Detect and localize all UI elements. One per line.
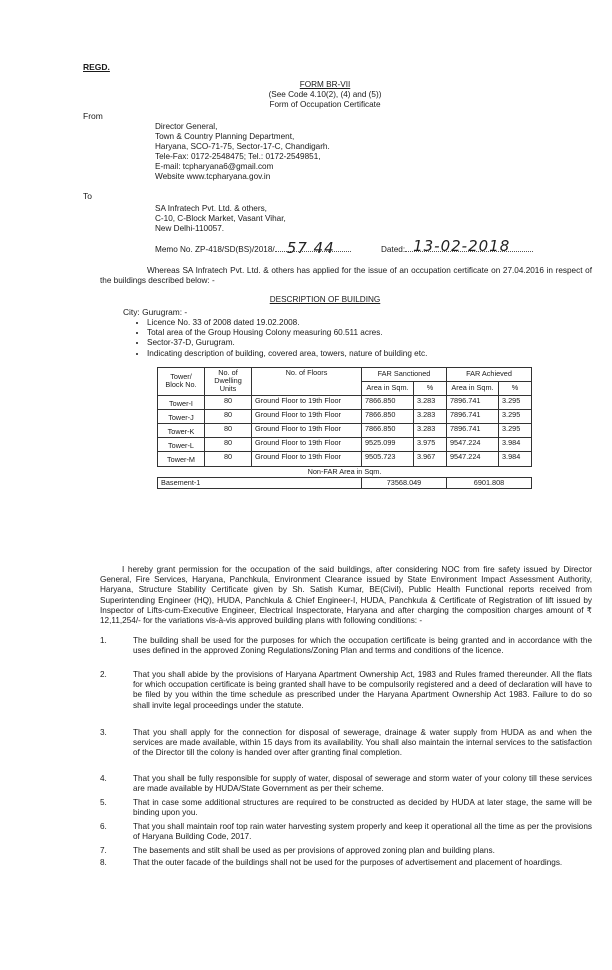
header-far-sanctioned: FAR Sanctioned: [362, 368, 447, 382]
dated-label: Dated:: [380, 245, 406, 254]
condition-item: 1. The building shall be used for the purposes for which the occupation certificate is being granted and in accordance with the uses defined in the approved Zoning Regulations/Zoning Plan and terms and conditions of the licence.: [100, 636, 592, 656]
list-item: • Indicating description of building, covered area, towers, nature of building etc.: [147, 349, 607, 359]
form-header: [225, 80, 425, 110]
basement-achieved: 6901.808: [447, 477, 532, 488]
form-name: Form of Occupation Certificate: [269, 100, 381, 109]
from-line: E-mail: tcpharyana6@gmail.com: [155, 162, 274, 172]
nonfar-label: Non-FAR Area in Sqm.: [158, 466, 532, 477]
to-line: New Delhi-110057.: [155, 224, 225, 234]
condition-item: 8. That the outer facade of the buildings shall not be used for the purposes of advertisement and placement of hoardings.: [100, 858, 563, 867]
header-floors: No. of Floors: [252, 368, 362, 396]
description-heading: DESCRIPTION OF BUILDING: [269, 295, 381, 304]
to-line: C-10, C-Block Market, Vasant Vihar,: [155, 214, 286, 224]
list-item: • Total area of the Group Housing Colony measuring 60.511 acres.: [147, 328, 607, 338]
header-area: Area in Sqm.: [362, 381, 414, 395]
condition-item: 3. That you shall apply for the connection for disposal of sewerage, drainage & water supply from HUDA as and when the services are made available, within 15 days from its availability. You shall also maintain the internal services to the satisfaction of the Director till the colony is handed over after granting final completion.: [100, 728, 592, 758]
table-row: [158, 477, 532, 488]
description-list: [133, 318, 607, 359]
from-line: Haryana, SCO-71-75, Sector-17-C, Chandigarh.: [155, 142, 330, 152]
condition-item: 4. That you shall be fully responsible for supply of water, disposal of sewerage and storm water of your colony till these services are made available by HUDA/State Government as per their scheme.: [100, 774, 592, 794]
header-far-achieved: FAR Achieved: [447, 368, 532, 382]
memo-date: 13-02-2018: [413, 237, 511, 255]
grant-paragraph: I hereby grant permission for the occupation of the said buildings, after considering NOC from fire safety issued by Director General, Fire Services, Haryana, Panchkula, Environment Clearance issued by State Environment Impact Assessment Authority, Haryana, Structure Stability Certificate given by Sh. Satish Kumar, BE(Civil), Public Health Functional reports received from Superintending Engineer (HQ), HUDA, Panchkula & Chief Engineer-I, HUDA, Panchkula & Certificate of Registration of lift issued by Inspector of Lifts-cum-Executive Engineer, Electrical Inspectorate, Haryana and after charging the composition charges amount of ₹ 12,11,254/- for the variations vis-à-vis approved building plans with following conditions: -: [100, 565, 592, 626]
header-units: No. of Dwelling Units: [205, 368, 252, 396]
header-pct: %: [499, 381, 532, 395]
table-row: Tower-M 80 Ground Floor to 19th Floor 9505.723 3.967 9547.224 3.984: [158, 452, 532, 466]
to-address: [155, 204, 286, 234]
table-row: Tower-I 80 Ground Floor to 19th Floor 7866.850 3.283 7896.741 3.295: [158, 395, 532, 409]
list-item: • Licence No. 33 of 2008 dated 19.02.2008.: [147, 318, 607, 328]
from-label: From: [83, 111, 103, 121]
memo-line: [155, 237, 533, 257]
table-row: Tower-L 80 Ground Floor to 19th Floor 9525.099 3.975 9547.224 3.984: [158, 438, 532, 452]
basement-label: Basement-1: [158, 477, 362, 488]
to-label: To: [83, 191, 92, 201]
memo-number: 57 44: [286, 239, 335, 257]
condition-item: 5. That in case some additional structures are required to be constructed as decided by HUDA at later stage, the same will be binding upon you.: [100, 798, 592, 818]
memo-prefix: Memo No. ZP-418/SD(BS)/2018/: [155, 245, 275, 254]
from-line: Town & Country Planning Department,: [155, 132, 295, 142]
header-block: Tower/ Block No.: [158, 368, 205, 396]
table-row: Tower-J 80 Ground Floor to 19th Floor 7866.850 3.283 7896.741 3.295: [158, 409, 532, 423]
form-code: (See Code 4.10(2), (4) and (5)): [268, 90, 382, 99]
from-line: Website www.tcpharyana.gov.in: [155, 172, 271, 182]
header-pct: %: [414, 381, 447, 395]
list-item: • Sector-37-D, Gurugram.: [147, 338, 607, 348]
basement-sanctioned: 73568.049: [362, 477, 447, 488]
to-line: SA Infratech Pvt. Ltd. & others,: [155, 204, 267, 213]
from-address: [155, 122, 330, 183]
regd-label: REGD.: [83, 62, 110, 72]
whereas-paragraph: Whereas SA Infratech Pvt. Ltd. & others has applied for the issue of an occupation certificate on 27.04.2016 in respect of the buildings described below: -: [100, 266, 592, 286]
from-line: Director General,: [155, 122, 218, 131]
header-area: Area in Sqm.: [447, 381, 499, 395]
building-table: [157, 367, 532, 489]
condition-item: 6. That you shall maintain roof top rain water harvesting system properly and keep it operational all the time as per the provisions of Haryana Building Code, 2017.: [100, 822, 592, 842]
form-title: FORM BR-VII: [299, 80, 351, 89]
city-label: City: Gurugram: -: [123, 307, 188, 317]
condition-item: 7. The basements and stilt shall be used as per provisions of approved zoning plan and building plans.: [100, 846, 495, 855]
condition-item: 2. That you shall abide by the provisions of Haryana Apartment Ownership Act, 1983 and Rules framed thereunder. All the flats for which occupation certificate is being granted shall have to be compulsorily registered and a deed of declaration will have to be filed by you within the time schedule as prescribed under the Haryana Apartment Ownership Act 1983. Failure to do so shall invite legal proceedings under the statute.: [100, 670, 592, 710]
from-line: Tele-Fax: 0172-2548475; Tel.: 0172-2549851,: [155, 152, 321, 162]
table-row: Tower-K 80 Ground Floor to 19th Floor 7866.850 3.283 7896.741 3.295: [158, 424, 532, 438]
